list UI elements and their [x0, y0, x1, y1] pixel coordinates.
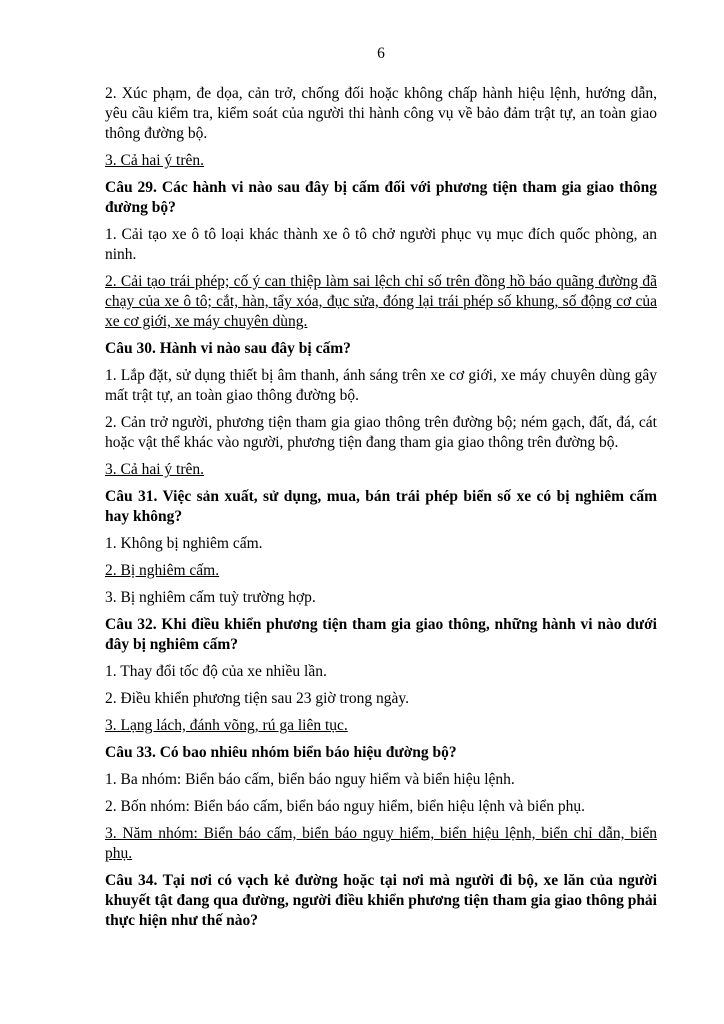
answer-option: 3. Bị nghiêm cấm tuỳ trường hợp.	[105, 589, 316, 606]
question-31: Câu 31. Việc sản xuất, sử dụng, mua, bán trái phép biển số xe có bị nghiêm cấm hay không?	[105, 488, 657, 525]
question-32: Câu 32. Khi điều khiển phương tiện tham gia giao thông, những hành vi nào dưới đây bị nghiêm cấm?	[105, 616, 657, 653]
answer-option: 1. Cải tạo xe ô tô loại khác thành xe ô tô chở người phục vụ mục đích quốc phòng, an ninh.	[105, 226, 657, 263]
answer-option: 2. Bốn nhóm: Biển báo cấm, biển báo nguy hiểm, biển hiệu lệnh và biển phụ.	[105, 798, 585, 815]
answer-option: 2. Cản trở người, phương tiện tham gia giao thông trên đường bộ; ném gạch, đất, đá, cát hoặc vật thể khác vào người, phương tiện đang tham gia giao thông trên đường bộ.	[105, 414, 657, 451]
question-34: Câu 34. Tại nơi có vạch kẻ đường hoặc tại nơi mà người đi bộ, xe lăn của người khuyết tật đang qua đường, người điều khiển phương tiện tham gia giao thông phải thực hiện như thế nào?	[105, 872, 657, 929]
document-page	[105, 44, 657, 938]
answer-option: 2. Điều khiển phương tiện sau 23 giờ trong ngày.	[105, 690, 410, 707]
correct-answer: 3. Năm nhóm: Biển báo cấm, biển báo nguy hiểm, biển hiệu lệnh, biển chỉ dẫn, biển phụ.	[105, 825, 657, 862]
correct-answer: 3. Cả hai ý trên.	[105, 152, 205, 169]
question-29: Câu 29. Các hành vi nào sau đây bị cấm đối với phương tiện tham gia giao thông đường bộ?	[105, 179, 657, 216]
question-33: Câu 33. Có bao nhiêu nhóm biển báo hiệu đường bộ?	[105, 744, 457, 761]
answer-option: 2. Xúc phạm, đe dọa, cản trở, chống đối hoặc không chấp hành hiệu lệnh, hướng dẫn, yêu cầu kiểm tra, kiểm soát của người thi hành công vụ về bảo đảm trật tự, an toàn giao thông đường bộ.	[105, 85, 657, 142]
answer-option: 1. Lắp đặt, sử dụng thiết bị âm thanh, ánh sáng trên xe cơ giới, xe máy chuyên dùng gây mất trật tự, an toàn giao thông đường bộ.	[105, 367, 657, 404]
answer-option: 1. Ba nhóm: Biển báo cấm, biển báo nguy hiểm và biển hiệu lệnh.	[105, 771, 515, 788]
answer-option: 1. Thay đổi tốc độ của xe nhiều lần.	[105, 663, 327, 680]
correct-answer: 3. Cả hai ý trên.	[105, 461, 205, 478]
question-30: Câu 30. Hành vi nào sau đây bị cấm?	[105, 340, 351, 357]
correct-answer: 3. Lạng lách, đánh võng, rú ga liên tục.	[105, 717, 348, 734]
answer-option: 1. Không bị nghiêm cấm.	[105, 535, 263, 552]
correct-answer: 2. Bị nghiêm cấm.	[105, 562, 220, 579]
page-number: 6	[377, 45, 385, 62]
correct-answer: 2. Cải tạo trái phép; cố ý can thiệp làm sai lệch chỉ số trên đồng hồ báo quãng đường đã chạy của xe ô tô; cắt, hàn, tẩy xóa, đục sửa, đóng lại trái phép số khung, số động cơ của xe cơ giới, xe máy chuyên dùng.	[105, 273, 657, 330]
